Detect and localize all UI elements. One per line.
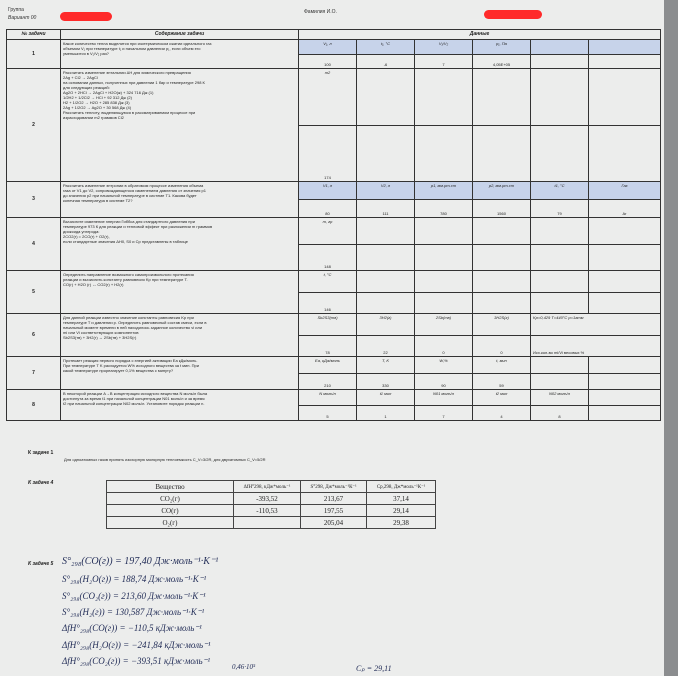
task-description-line: Рассчитать теплоту, выделяющуюся в рассматриваемом процессе при <box>63 110 196 115</box>
data-empty <box>415 218 473 245</box>
data-empty <box>589 40 661 55</box>
task-description-line: 2Ag + 1/2O2 → Ag2O + 30 568 Дж (4) <box>63 105 132 110</box>
data-value: 78 <box>299 335 357 357</box>
data-empty <box>531 244 589 271</box>
data-value: 330 <box>357 373 415 390</box>
task-description-line: израсходовании m2 граммов Cl2 <box>63 115 124 120</box>
data-empty <box>589 271 661 293</box>
data-empty <box>357 271 415 293</box>
task-row <box>7 271 661 293</box>
task-description-line: конечная температура в системе T2? <box>63 198 133 203</box>
task-description-line: При температуре T K расходуется W% исходного вещества за t мин. При <box>63 363 200 368</box>
data-label: p2, мм.рт.ст <box>473 182 531 200</box>
hw-line: ΔfH°₂₉₈(CO(г)) = −110,5 кДж·моль⁻¹ <box>62 623 202 633</box>
data-label: Газ <box>589 182 661 200</box>
data-value: Ar <box>589 200 661 218</box>
task-number: 5 <box>7 271 61 314</box>
task-description-line: если стандартные значения ΔH0, S0 и Cp представлены в таблице <box>63 239 188 244</box>
col-num-header: № задачи <box>7 30 61 40</box>
task-description-line: температуре 973 К для реакции и тепловой эффект при разложении m граммов <box>63 224 213 229</box>
col-data-header: Данные <box>299 30 661 40</box>
task-description <box>61 69 299 182</box>
task-number: 8 <box>7 390 61 421</box>
task-row <box>7 314 661 336</box>
task-description-line: Определить направление возможного самопроизвольного протекания <box>63 272 194 277</box>
task-row <box>7 69 661 126</box>
note-k1-text: Для одноатомных газов принять изохорную молярную теплоемкость C_V=3/2R, для двухатомных C_V=5/2R <box>64 457 266 462</box>
task-description <box>61 40 299 69</box>
task-description-line: В некоторой реакции A→B концентрация исходного вещества N моль/л была <box>63 391 208 396</box>
data-value: 22 <box>357 335 415 357</box>
task-description-line: mi или Vi соответствующих компонентов <box>63 330 139 335</box>
note-k5-label: К задаче 5 <box>28 561 54 567</box>
data-value: 100 <box>299 54 357 69</box>
hw-cp: Cₚ = 29,11 <box>356 664 392 673</box>
data-empty <box>473 69 531 126</box>
thermo-h0: Вещество <box>107 481 234 493</box>
task-description-line: Sb2S3(тв) + 3H2(г) ↔ 2Sb(тв) + 3H2S(г) <box>63 335 137 340</box>
data-value: 7 <box>415 405 473 421</box>
data-empty <box>415 244 473 271</box>
tasks-table <box>6 29 661 421</box>
data-label: N01 моль/л <box>415 390 473 406</box>
data-label: t2 мин <box>473 390 531 406</box>
data-empty <box>415 271 473 293</box>
data-empty <box>473 292 531 314</box>
task-number: 2 <box>7 69 61 182</box>
task-description-line: объемом V₁ при температуре t₁ и начальном давлении p₁, если объем его <box>63 46 201 51</box>
data-empty <box>357 125 415 182</box>
data-value: 4,05E+05 <box>473 54 531 69</box>
data-label: N моль/л <box>299 390 357 406</box>
data-value: 148 <box>299 244 357 271</box>
data-value: 8 <box>531 405 589 421</box>
task-description-line: Вычислите изменение энергии Гиббса для стандартного давления при <box>63 219 195 224</box>
data-value: 90 <box>415 373 473 390</box>
thermo-h1: ΔfH°298, кДж*моль⁻¹ <box>234 481 301 493</box>
data-empty <box>415 125 473 182</box>
data-empty <box>531 125 589 182</box>
data-empty <box>589 54 661 69</box>
group-label: Группа <box>8 7 24 13</box>
data-value: 80 <box>299 200 357 218</box>
task-description-line: достигнута за время t1 при начальной концентрации N01 моль/л и за время <box>63 396 205 401</box>
data-empty <box>589 125 661 182</box>
thermo-h3: Cp,298, Дж*моль⁻¹К⁻¹ <box>367 481 436 493</box>
data-empty <box>357 69 415 126</box>
hw-line: S°₂₉₈(CO(г)) = 197,40 Дж·моль⁻¹·K⁻¹ <box>62 556 219 567</box>
data-value: -6 <box>357 54 415 69</box>
hw-line: ΔfH°₂₉₈(H₂O(г)) = −241,84 кДж·моль⁻¹ <box>62 640 211 650</box>
data-extra2: Исх.кол-во mi/Vi весовых % <box>531 335 661 357</box>
data-label: 3H2S(г) <box>473 314 531 336</box>
task-description <box>61 271 299 314</box>
hw-line: ΔfH°₂₉₈(CO₂(г)) = −393,51 кДж·моль⁻¹ <box>62 656 211 666</box>
data-empty <box>589 69 661 126</box>
thermo-table <box>106 480 436 529</box>
data-empty <box>357 218 415 245</box>
task-description-line: диоксида углерода: <box>63 229 100 234</box>
data-empty <box>531 69 589 126</box>
data-empty <box>357 292 415 314</box>
task-description-line: на основании данных, полученных при давлении 1 бар и температуре 298 К <box>63 80 205 85</box>
data-empty <box>531 54 589 69</box>
thermo-cell: 29,38 <box>367 517 436 529</box>
data-empty <box>473 244 531 271</box>
task-description-line: газа от V1 до V2, сопровождающегося изменением давления от значения p1 <box>63 188 206 193</box>
thermo-cell: 37,14 <box>367 493 436 505</box>
data-value: 210 <box>299 373 357 390</box>
thermo-cell: -110,53 <box>234 505 301 517</box>
thermo-cell: 29,14 <box>367 505 436 517</box>
data-empty <box>531 40 589 55</box>
data-empty <box>589 405 661 421</box>
data-label: V₁, л <box>299 40 357 55</box>
data-empty <box>589 292 661 314</box>
data-label: p₁, Па <box>473 40 531 55</box>
data-label: V₁/V₂ <box>415 40 473 55</box>
data-empty <box>473 218 531 245</box>
data-value: 0 <box>415 335 473 357</box>
data-value: 5 <box>299 405 357 421</box>
task-row <box>7 182 661 200</box>
data-empty <box>589 218 661 245</box>
thermo-cell: 205,04 <box>300 517 366 529</box>
task-description-line: Ag2O + 2HCl → 2AgCl + H2O(ж) + 324 716 Дж (1) <box>63 90 154 95</box>
data-value: 59 <box>473 373 531 390</box>
task-description-line: Рассчитать изменение энтропии в обратимом процессе изменения объема <box>63 183 204 188</box>
thermo-cell: O₂(г) <box>107 517 234 529</box>
task-number: 6 <box>7 314 61 357</box>
variant-label: Вариант 00 <box>8 15 37 21</box>
hw-line: S°₂₉₈(CO₂(г)) = 213,60 Дж·моль⁻¹·K⁻¹ <box>62 591 206 601</box>
data-empty <box>415 292 473 314</box>
task-number: 7 <box>7 357 61 390</box>
data-label: V2, л <box>357 182 415 200</box>
task-description-line: Протекает реакция первого порядка с энергией активации Ea кДж/моль. <box>63 358 198 363</box>
task-number: 3 <box>7 182 61 218</box>
data-empty <box>473 125 531 182</box>
data-value: 7 <box>415 54 473 69</box>
task-description-line: Рассчитать изменение энтальпии ΔH для химического превращения <box>63 70 191 75</box>
task-description <box>61 182 299 218</box>
task-description-line: температуре T и давлении p. Определить равновесный состав смеси, если в <box>63 320 207 325</box>
redacted-name <box>484 10 542 19</box>
student-label: Фамилия И.О. <box>304 9 337 15</box>
thermo-h2: S°298, Дж*моль⁻¹К⁻¹ <box>300 481 366 493</box>
hw-line: S°₂₉₈(H₂(г)) = 130,587 Дж·моль⁻¹·K⁻¹ <box>62 607 205 617</box>
data-empty <box>473 271 531 293</box>
task-description-line: t2 при начальной концентрации N02 моль/л. Установите порядок реакции n. <box>63 401 205 406</box>
data-label: m, гр <box>299 218 357 245</box>
data-extra: Kp=0,429 T=440°C p=1атм <box>531 314 661 336</box>
data-value: 4 <box>473 405 531 421</box>
data-label: t, °C <box>299 271 357 293</box>
task-description-line: для следующих реакций: <box>63 85 110 90</box>
data-label: t, мин <box>473 357 531 374</box>
thermo-cell: 213,67 <box>300 493 366 505</box>
data-label: m2 <box>299 69 357 126</box>
data-empty <box>531 373 589 390</box>
data-value: 780 <box>415 200 473 218</box>
data-value: 1560 <box>473 200 531 218</box>
task-description-line: реакции и вычислить константу равновесия Kp при температуре T. <box>63 277 188 282</box>
data-label: V1, л <box>299 182 357 200</box>
data-empty <box>531 271 589 293</box>
data-empty <box>415 69 473 126</box>
task-description <box>61 357 299 390</box>
task-description-line: CO(г) + H2O (г) ↔ CO2(г) + H2(г) <box>63 282 124 287</box>
task-description <box>61 314 299 357</box>
data-label: t₁, °C <box>357 40 415 55</box>
thermo-cell: 197,55 <box>300 505 366 517</box>
task-row <box>7 357 661 374</box>
data-value: 0 <box>473 335 531 357</box>
task-row <box>7 218 661 245</box>
task-description-line: H2 + 1/2O2 → H2O + 285 838 Дж (3) <box>63 100 130 105</box>
data-label: p1, мм.рт.ст <box>415 182 473 200</box>
task-description-line: начальный момент времени в ней находилось заданное количество vi или <box>63 325 203 330</box>
task-description-line: Какое количество тепла выделится при изотермическом сжатии идеального газ <box>63 41 212 46</box>
task-description <box>61 390 299 421</box>
col-content-header: Содержание задачи <box>61 30 299 40</box>
data-value: 174 <box>299 125 357 182</box>
data-empty <box>531 357 589 374</box>
data-label: N02 моль/л <box>531 390 589 406</box>
task-description-line: какой температуре прореагирует 0,1% вещества с минуту? <box>63 368 174 373</box>
thermo-cell: CO₂(г) <box>107 493 234 505</box>
data-empty <box>357 244 415 271</box>
note-k4-label: К задаче 4 <box>28 480 54 486</box>
hw-fraction: 0,46·10⁵ <box>232 663 256 671</box>
data-label: Sb2S3(тв) <box>299 314 357 336</box>
task-description-line: уменьшится в V₁/V₂ раз? <box>63 51 109 56</box>
task-number: 1 <box>7 40 61 69</box>
task-description-line: 1/2H2 + 1/2Cl2 → HCl + 92 312 Дж (2) <box>63 95 132 100</box>
task-row <box>7 390 661 406</box>
data-label: W,% <box>415 357 473 374</box>
data-label: t1 мин <box>357 390 415 406</box>
data-empty <box>531 292 589 314</box>
data-empty <box>589 244 661 271</box>
data-label: Ea, кДж/моль <box>299 357 357 374</box>
task-description-line: 2Ag + Cl2 → 2AgCl <box>63 75 98 80</box>
task-description-line: Для данной реакции известно значение константы равновесия Kp при <box>63 315 194 320</box>
data-label: 3H2(г) <box>357 314 415 336</box>
data-empty <box>589 373 661 390</box>
hw-line: S°₂₉₈(H₂O(г)) = 188,74 Дж·моль⁻¹·K⁻¹ <box>62 574 207 584</box>
thermo-cell: CO(г) <box>107 505 234 517</box>
data-value: 79 <box>531 200 589 218</box>
data-empty <box>589 390 661 406</box>
data-value: 146 <box>299 292 357 314</box>
data-empty <box>589 357 661 374</box>
thermo-cell: -393,52 <box>234 493 301 505</box>
data-label: T, K <box>357 357 415 374</box>
task-number: 4 <box>7 218 61 271</box>
thermo-cell <box>234 517 301 529</box>
data-label: t1, °C <box>531 182 589 200</box>
task-description <box>61 218 299 271</box>
task-description-line: до значения p2 при начальной температуре в системе T1. Какова будет <box>63 193 197 198</box>
task-description-line: 2CO2(г) = 2CO(г) + O2(г), <box>63 234 110 239</box>
data-value: 1 <box>357 405 415 421</box>
data-label: 2Sb(тв) <box>415 314 473 336</box>
task-row <box>7 40 661 55</box>
note-k1-label: К задаче 1 <box>28 450 54 456</box>
redacted-group <box>60 12 112 21</box>
data-value: 111 <box>357 200 415 218</box>
data-empty <box>531 218 589 245</box>
